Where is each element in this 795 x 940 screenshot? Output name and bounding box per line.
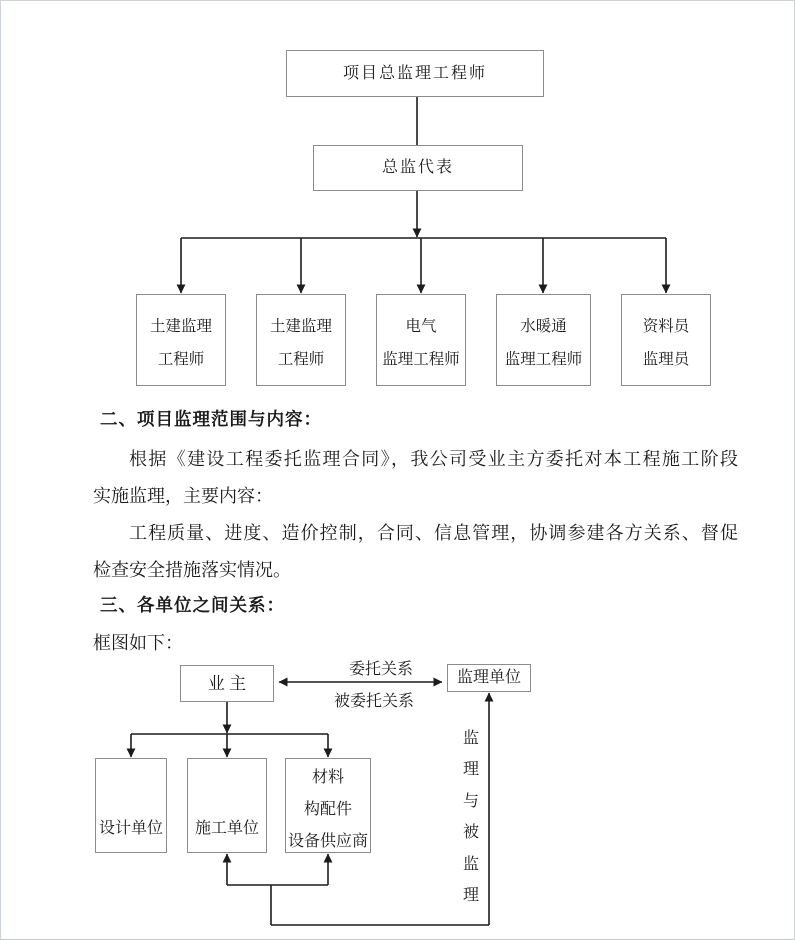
org-box-label-line2: 监理员 [642, 351, 690, 368]
relation-box-label-line1: 材料 [311, 769, 344, 786]
org-box-label-line1: 土建监理 [269, 318, 332, 335]
relation-box-material-supplier [285, 758, 371, 853]
relation-box-design-unit [95, 758, 167, 853]
org-box-label-line2: 监理工程师 [382, 351, 460, 368]
org-box-label-line1: 电气 [405, 318, 437, 335]
relation-box-label: 施工单位 [194, 820, 259, 837]
org-box-label-line2: 工程师 [277, 351, 325, 368]
org-box-chief-supervisor [286, 50, 544, 97]
relation-box-supervision-unit [447, 664, 531, 692]
org-box-label: 总监代表 [381, 159, 454, 176]
relation-box-label: 设计单位 [98, 820, 163, 837]
paragraph-1 [93, 441, 738, 515]
org-box-civil-supervisor-2 [256, 294, 346, 386]
org-box-label-line1: 土建监理 [149, 318, 212, 335]
relation-box-construction-unit [187, 758, 267, 853]
paragraph-2-line-1: 工程质量、进度、造价控制，合同、信息管理，协调参建各方关系、督促 [129, 523, 738, 543]
org-box-label-line1: 资料员 [642, 318, 690, 335]
supervision-vertical-label: 监理与被监理 [462, 730, 479, 905]
org-box-label-line2: 监理工程师 [504, 351, 583, 368]
relation-box-owner [180, 665, 274, 702]
org-box-documentation-clerk [621, 294, 711, 386]
entrust-relation-label: 委托关系 [349, 661, 414, 678]
relation-box-label: 监理单位 [456, 669, 521, 686]
section-heading-3: 三、各单位之间关系： [100, 595, 285, 615]
paragraph-2 [93, 515, 738, 589]
org-box-chief-representative [313, 145, 523, 191]
paragraph-2-line-2: 检查安全措施落实情况。 [93, 560, 291, 580]
entrusted-relation-label: 被委托关系 [334, 693, 415, 710]
org-box-hvac-supervisor [496, 294, 591, 386]
org-box-label-line2: 工程师 [157, 351, 205, 368]
paragraph-1-line-1: 根据《建设工程委托监理合同》，我公司受业主方委托对本工程施工阶段 [129, 449, 738, 469]
org-box-civil-supervisor-1 [136, 294, 226, 386]
org-box-label: 项目总监理工程师 [342, 64, 487, 82]
diagram-intro-text: 框图如下： [93, 633, 183, 653]
paragraph-1-line-2: 实施监理，主要内容： [93, 486, 273, 506]
org-box-label-line1: 水暖通 [520, 318, 567, 335]
relation-box-label-line3: 设备供应商 [287, 833, 368, 850]
org-box-electrical-supervisor [376, 294, 466, 386]
relation-box-label-line2: 构配件 [303, 801, 352, 818]
section-heading-2: 二、项目监理范围与内容： [100, 409, 322, 429]
relation-box-label: 业 主 [207, 673, 247, 693]
